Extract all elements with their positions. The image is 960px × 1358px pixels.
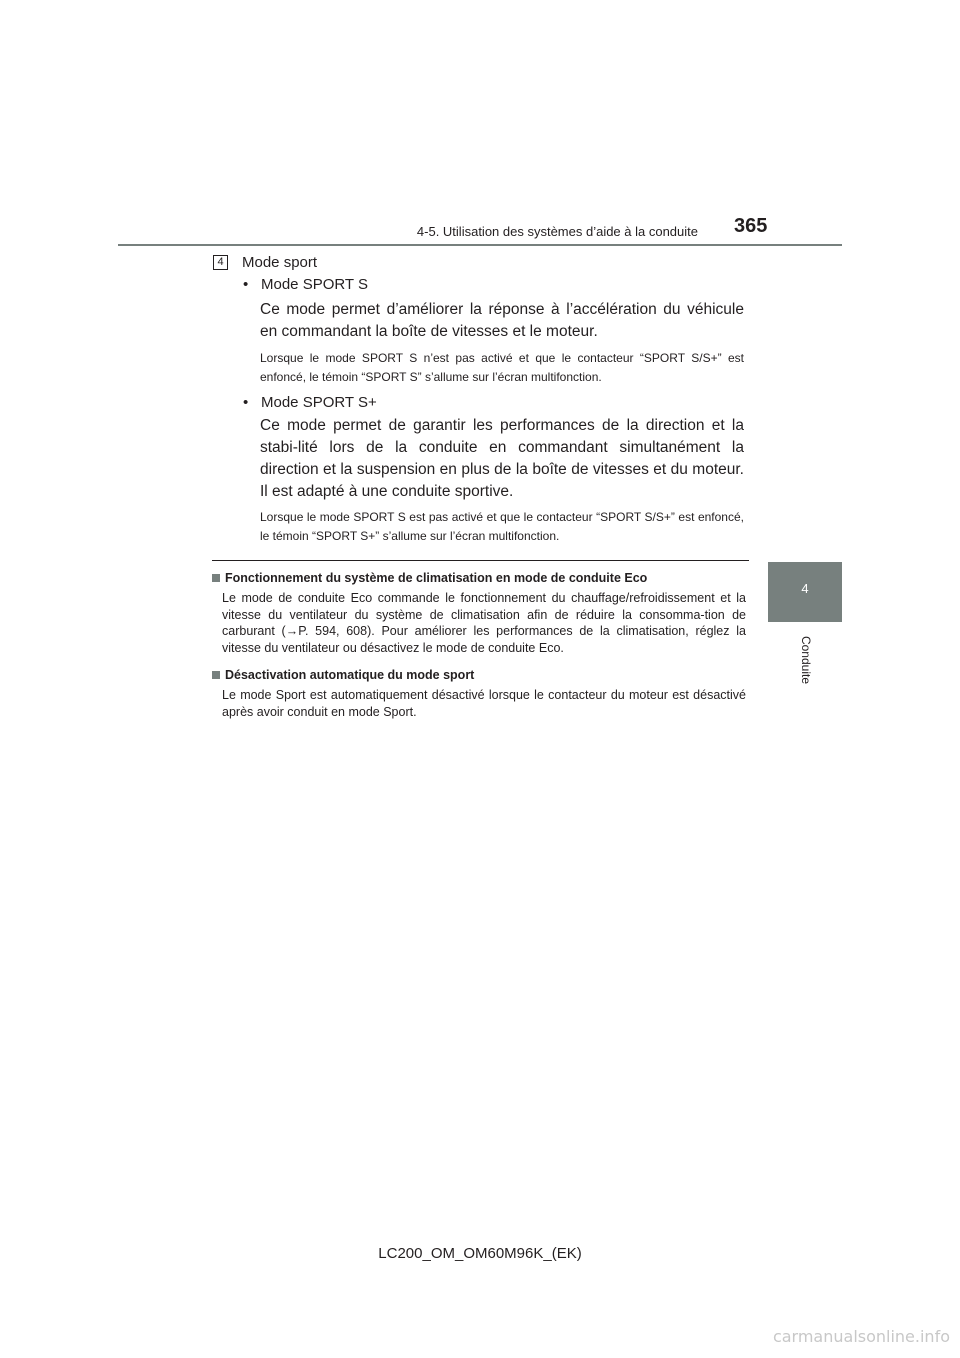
info-item [212, 667, 746, 720]
section-title: 4-5. Utilisation des systèmes d’aide à la conduite [416, 224, 698, 239]
header-divider [118, 244, 842, 246]
chapter-tab [768, 562, 842, 622]
chapter-label [798, 632, 812, 688]
watermark: carmanualsonline.info [772, 1327, 950, 1346]
square-bullet-icon [212, 574, 220, 582]
bullet-icon: • [243, 276, 249, 293]
info-title [212, 667, 746, 683]
square-bullet-icon [212, 671, 220, 679]
note-paragraph: Lorsque le mode SPORT S est pas activé et que le contacteur “SPORT S/S+” est enfoncé, le témoin “SPORT S+” s’allume sur l’écran multifonction. [260, 510, 744, 543]
page-number: 365 [734, 215, 768, 237]
note-paragraph: Lorsque le mode SPORT S n’est pas activé et que le contacteur “SPORT S/S+” est enfoncé, le témoin “SPORT S” s’allume sur l’écran multifonction. [260, 351, 744, 384]
paragraph: Ce mode permet de garantir les performances de la direction et la stabi-lité lors de la conduite en commandant simultanément la direction et la suspension en plus de la boîte de vitesses et du moteur. Il est adapté à une conduite sportive. [260, 417, 744, 500]
list-item-title-text: Mode SPORT S+ [261, 394, 377, 411]
list-item-body [260, 299, 744, 343]
info-body: Le mode Sport est automatiquement désactivé lorsque le contacteur du moteur est désactivé après avoir conduit en mode Sport. [222, 688, 746, 719]
section-divider [212, 560, 749, 561]
chapter-label-text: Conduite [799, 635, 813, 685]
list-item-note [260, 349, 744, 387]
info-body: Le mode de conduite Eco commande le fonctionnement du chauffage/refroidissement et la vitesse du ventilateur du système de climatisation afin de réduire la consomma-tion de carburant (→P. 594, 608). Pour améliorer les performances de la climatisation, réglez la vitesse du ventilateur ou désactivez le mode de conduite Eco. [222, 591, 746, 655]
section-heading: Mode sport [242, 254, 318, 271]
chapter-number: 4 [801, 581, 809, 596]
paragraph: Ce mode permet d’améliorer la réponse à l’accélération du véhicule en commandant la boîte de vitesses et le moteur. [260, 301, 744, 340]
step-number-icon: 4 [213, 255, 228, 270]
list-item-title [243, 394, 377, 412]
list-item-note [260, 508, 744, 546]
document-code: LC200_OM_OM60M96K_(EK) [378, 1245, 582, 1262]
bullet-icon: • [243, 394, 249, 411]
info-item [212, 570, 746, 656]
info-title-text: Fonctionnement du système de climatisation en mode de conduite Eco [225, 571, 648, 585]
list-item-title [243, 276, 368, 294]
info-title-text: Désactivation automatique du mode sport [225, 668, 475, 682]
list-item-body [260, 415, 744, 503]
info-title [212, 570, 746, 586]
list-item-title-text: Mode SPORT S [261, 276, 368, 293]
